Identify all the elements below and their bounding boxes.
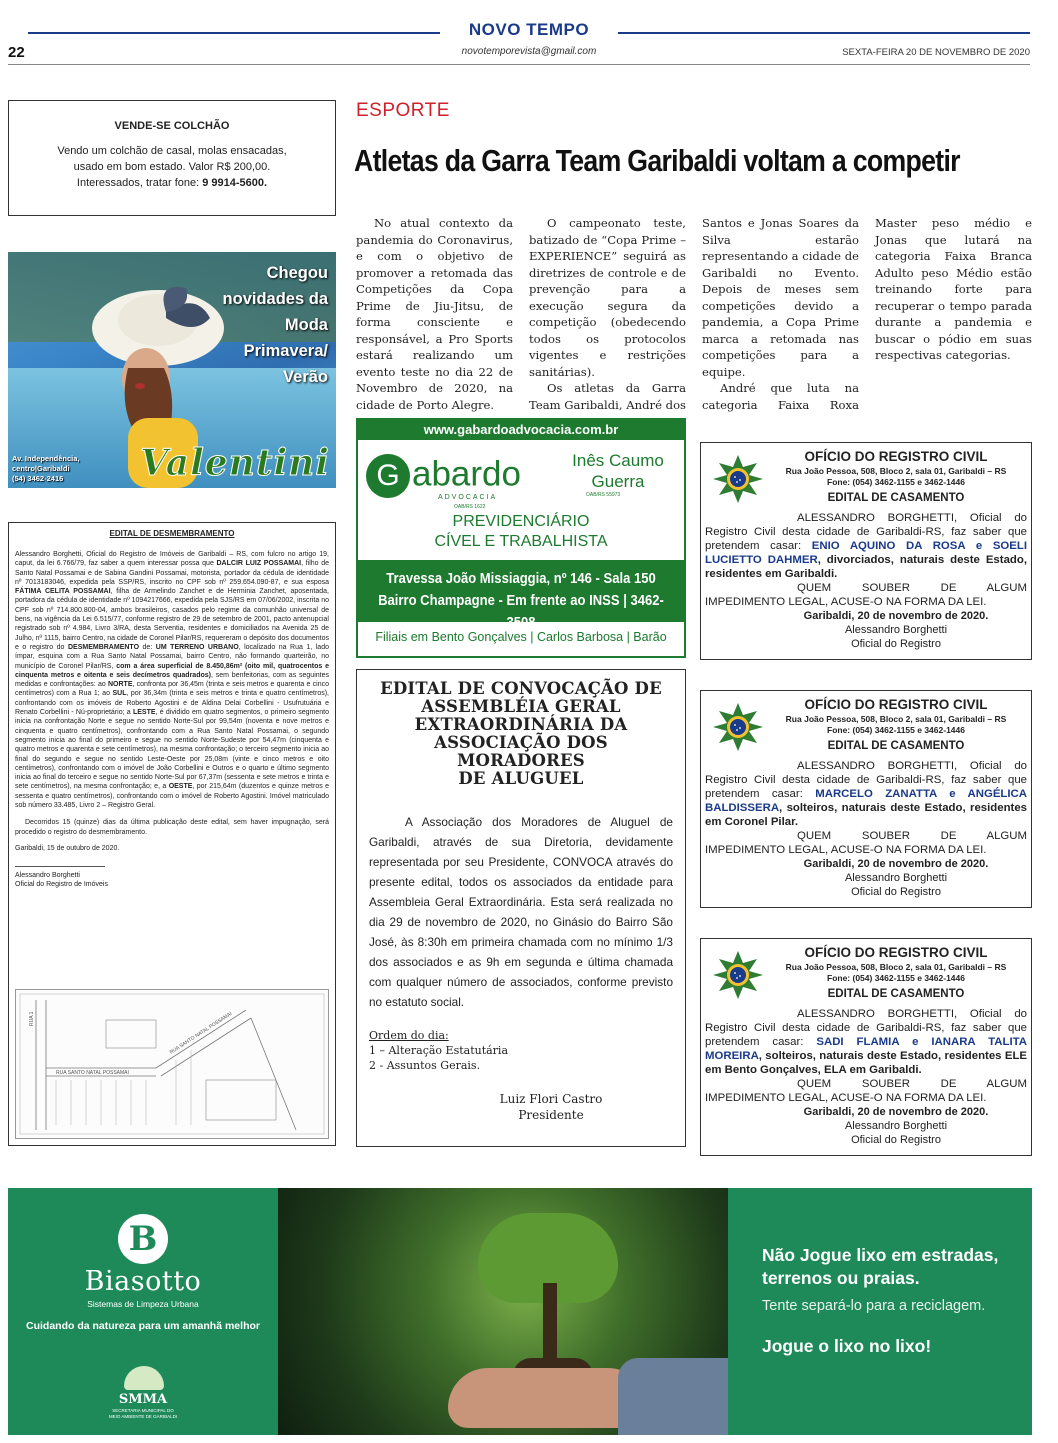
banner-message-line: terrenos ou praias. [762,1268,920,1288]
direction-bold: LESTE [132,709,156,717]
ad-headline-line: Primavera/ [243,342,328,360]
biasotto-brand-panel [8,1188,278,1435]
gabardo-logo [366,454,521,498]
registro-civil-notice [700,442,1032,660]
registro-address [765,466,1027,488]
registro-address-line: Rua João Pessoa, 508, Bloco 2, sala 01, Garibaldi – RS [785,466,1007,476]
lot-map [15,989,329,1139]
signature-line [15,866,105,867]
registro-date: Garibaldi, 20 de novembro de 2020. [803,1106,989,1118]
registro-date: Garibaldi, 20 de novembro de 2020. [803,610,989,622]
registro-title: OFÍCIO DO REGISTRO CIVIL [804,449,988,464]
registro-intro: ALESSANDRO BORGHETTI, Oficial do Registro Civil desta cidade de Garibaldi-RS, faz saber que pretendem casar: [705,512,1027,552]
registro-address [765,714,1027,736]
biasotto-name: Biasotto [84,1266,202,1297]
article-headline: Atletas da Garra Team Garibaldi voltam a competir [354,143,960,178]
president-signature [429,1091,673,1123]
term-bold: UM TERRENO URBANO [155,643,239,651]
newspaper-email[interactable]: novotemporevista@gmail.com [461,46,597,57]
agenda-title-text: Ordem do dia: [369,1029,449,1042]
couple-details: , solteiros, naturais deste Estado, residentes em Coronel Pilar. [705,802,1027,828]
map-street-label: RUA 1 [29,1011,35,1026]
address-line: Bairro Champagne - Em frente ao INSS | 3462-3508 [378,593,664,631]
president-name: Luiz Flori Castro [499,1092,603,1106]
article-paragraph: André que luta na categoria Faixa Roxa Master peso médio e Jonas que lutará na categoria Faixa Branca Adulto peso Médio estão treinando forte para recuperar o tempo parada durante a pandemia e buscar o pódio em suas respectivas categorias. [702,216,1032,412]
text-run: de: [139,643,156,651]
registro-paragraph [705,1007,1027,1077]
smma-subtitle-line: MEIO AMBIENTE DE GARIBALDI [108,1413,178,1419]
page-number: 22 [8,44,25,61]
direction-bold: NORTE [107,681,133,689]
text-run: Alessandro Borghetti, Oficial do Registro de Imóveis de Garibaldi – RS, com fulcro no artigo 19, caput, da lei 6.766/79, faz saber a quem interessar possa que [15,551,329,568]
text-run: , localizado na Rua 1, lado ímpar, esquina com a Rua Santo Natal Possamai, bairro Centro, não formando quarteirão, no município de Coronel Pilar/RS, [15,643,329,670]
gabardo-logo-text: abardo [412,454,521,494]
registro-signer: Alessandro Borghetti [844,624,948,636]
text-run: , é dividido em quatro segmentos, o primeiro segmento inicia na confrontação Norte e segue no sentido Norte-Sul por 99,54m (noventa e nove metros e cinquenta e quatro centímetros), confrontando com a Rua Santo Natal Possamai, o segundo segmento inicia ao final do primeiro e segue no sentido Norte-Sudeste por 54,47m (cinquenta e quatro metros e quarenta e sete centímetros), na mesma confrontação; o terceiro segmento inicia ao final do segundo e segue no sentido Leste-Oeste por 25,08m (vinte e cinco metros e oito centímetros), confrontando com o imóvel de João Corbellini e Outros e o quarto e último segmento inicia ao final do terceiro e segue no sentido Norte-Sul por 67,37m (sessenta e sete metros e trinta e sete centímetros), na mesma confrontação; e, a [15,709,329,791]
text-run: , filha de Armelindo Zanchet e de Herminia Zanchet, aposentada, portadora da cédula de identidade nº 1094217666, expedida pela SJS/RS em 07/06/2002, inscrita no CPF sob nº 714.800.800-04, ambos brasileiros, casados pelo regime da comunhão universal de bens, na vigência da Lei 6.515/77, conforme registro de 29 de setembro de 2001, pacto antenupcial registrado sob nº 4.984, Livro 3/RA, desta Serventia, residentes e domiciliados na Avenida 25 de Julho, nº 1115, bairro Centro, na cidade de Coronel Pilar/RS, requereram o depósito dos documentos e o registro do [15,588,329,651]
classified-title: VENDE-SE COLCHÃO [114,120,230,132]
brazil-coat-of-arms-icon [711,453,765,505]
registro-signer-role: Oficial do Registro [851,1134,941,1146]
direction-bold: OESTE [168,783,193,791]
registro-impediment-text: QUEM SOUBER DE ALGUM IMPEDIMENTO LEGAL, ACUSE-O NA FORMA DA LEI. [705,582,1027,608]
desmembramento-title: EDITAL DE DESMEMBRAMENTO [109,529,235,538]
registro-intro: ALESSANDRO BORGHETTI, Oficial do Registro Civil desta cidade de Garibaldi-RS, faz saber que pretendem casar: [705,1008,1027,1048]
text-run: , por 215,64m (duzentos e quinze metros e sessenta e quatro centímetros), confrontando com o imóvel de Roberto Agostini. Imóvel matriculado sob número 33.485, Livro 2 – Registro Geral. [15,783,329,810]
registro-address [765,962,1027,984]
name-bold: DALCIR LUIZ POSSAMAI [216,560,302,568]
map-street-label: RUA SANTO NATAL POSSAMAI [56,1070,129,1076]
desmembramento-body [15,550,329,810]
ad-address [12,454,80,484]
couple-names: MARCELO ZANATTA e ANGÉLICA BALDISSERA [705,788,1027,814]
sleeve-shape [618,1358,728,1435]
smma-subtitle-line: SECRETARIA MUNICIPAL DO [112,1408,174,1413]
classified-text [9,143,335,191]
practice-areas [358,512,684,552]
biasotto-subtitle: Sistemas de Limpeza Urbana [87,1299,199,1309]
president-role: Presidente [518,1108,584,1122]
registro-signer: Alessandro Borghetti [844,1120,948,1132]
gabardo-oab: OAB/RS 1622 [454,504,486,510]
banner-message-line: Não Jogue lixo em estradas, [762,1245,999,1265]
gabardo-address [358,560,684,631]
smma-subtitle [8,1408,278,1419]
registro-date: Garibaldi, 20 de novembro de 2020. [803,858,989,870]
edital-convocacao [356,669,686,1147]
article-paragraph: Os atletas da Garra Team Garibaldi, André dos Santos e Jonas Soares da Silva estarão representando a cidade de Garibaldi no Evento. Depois de meses sem competições devido a pandemia, a Copa Prime marca a retomada nas competições para a equipe. [529,216,860,412]
registro-impediment-text: QUEM SOUBER DE ALGUM IMPEDIMENTO LEGAL, ACUSE-O NA FORMA DA LEI. [705,1078,1027,1104]
article-paragraph: O campeonato teste, batizado de “Copa Prime – EXPERIENCE” seguirá as diretrizes de controle e de prevenção para a execução segura da competição (obedecendo todos os protocolos vigentes e restrições sanitárias). [529,216,686,379]
registro-paragraph [705,511,1027,581]
classified-line: usado em bom estado. Valor R$ 200,00. [73,161,271,173]
issue-date: SEXTA-FEIRA 20 DE NOVEMBRO DE 2020 [842,47,1030,58]
registro-phone: Fone: (054) 3462-1155 e 3462-1446 [827,725,965,735]
edital-casamento-title: EDITAL DE CASAMENTO [827,740,965,752]
registro-signer-role: Oficial do Registro [851,886,941,898]
area-bold: com a área superficial de 8.450,86m² (oito mil, quatrocentos e cinquenta metros e oitenta e seis decímetros quadrados) [15,662,329,679]
registro-intro: ALESSANDRO BORGHETTI, Oficial do Registro Civil desta cidade de Garibaldi-RS, faz saber que pretendem casar: [705,760,1027,800]
header-divider [8,64,1030,65]
title-line: ASSOCIAÇÃO DOS MORADORES [434,733,608,770]
article-paragraph: No atual contexto da pandemia do Coronavirus, e com o objetivo de promover a retomada das Competições da Copa Prime de Jiu-Jitsu, de forma consciente e responsável, a Pro Sports estará realizando um evento teste no dia 22 de Novembro de 2020, na cidade de Porto Alegre. [356,216,513,412]
registro-impediment-text: QUEM SOUBER DE ALGUM IMPEDIMENTO LEGAL, ACUSE-O NA FORMA DA LEI. [705,830,1027,856]
lawyer-name-line: Inês Caumo [572,451,664,470]
agenda-item: 2 - Assuntos Gerais. [369,1059,481,1072]
registro-footer [765,609,1027,651]
ad-headline-line: Moda [284,316,328,334]
signer-name: Alessandro Borghetti [15,871,80,879]
gabardo-website[interactable]: www.gabardoadvocacia.com.br [358,420,684,440]
registro-signer: Alessandro Borghetti [844,872,948,884]
registro-body [705,759,1027,899]
map-street-label: RUA SANTO NATAL POSSAMAI [168,1010,234,1056]
gabardo-law-ad [356,418,686,658]
desmembramento-place-date: Garibaldi, 15 de outubro de 2020. [15,844,120,852]
registro-title: OFÍCIO DO REGISTRO CIVIL [804,697,988,712]
text-run: , filho de Santo Natal Possamai e de Sabina Gandini Possamai, motorista, portador da cédula de identidade nº 7013183046, expedida pela SSP/RS, inscrito no CPF sob nº 259.654.090-87, e sua esposa [15,560,329,586]
couple-details: , divorciados, naturais deste Estado, residentes em Garibaldi. [705,554,1027,580]
masthead [0,0,1058,70]
registro-title: OFÍCIO DO REGISTRO CIVIL [804,945,988,960]
ad-headline-line: Chegou [266,264,328,282]
classified-phone: 9 9914-5600. [202,177,268,189]
practice-area: CÍVEL E TRABALHISTA [434,533,608,550]
valentini-logo: Valentini [140,442,330,484]
couple-names: SADI FLAMIA e IANARA TALITA MOREIRA [705,1036,1027,1062]
ad-address-line: centro|Garibaldi [12,464,70,473]
title-line: DE ALUGUEL [458,769,584,788]
registro-civil-notice [700,938,1032,1156]
gabardo-logo-icon: G [366,454,410,498]
lawyer-oab: OAB/RS 55973 [586,492,621,498]
newspaper-title: NOVO TEMPO [468,20,590,39]
ad-headline-line: Verão [283,368,328,386]
banner-message-panel [728,1188,1032,1435]
section-label: ESPORTE [356,100,450,121]
gabardo-branches: Filiais em Bento Gonçalves | Carlos Barbosa | Barão [375,630,667,644]
registro-phone: Fone: (054) 3462-1155 e 3462-1446 [827,973,965,983]
banner-message [762,1244,998,1290]
name-bold: FÁTIMA CELITA POSSAMAI [15,588,111,596]
couple-names: ENIO AQUINO DA ROSA e SOELI LUCIETTO DAHMER [705,540,1027,566]
address-line: Travessa João Missiaggia, nº 146 - Sala 150 [386,571,656,587]
registro-paragraph [705,759,1027,829]
edital-casamento-title: EDITAL DE CASAMENTO [827,988,965,1000]
registro-body [705,1007,1027,1147]
practice-area: PREVIDENCIÁRIO [452,513,590,530]
registro-body [705,511,1027,651]
classified-line-text: Interessados, tratar fone: [76,177,203,189]
ad-headline-line: novidades da [222,290,328,308]
title-line: EDITAL DE CONVOCAÇÃO DE [380,679,662,698]
desmembramento-signature [15,871,329,890]
lawyer-name-line: Guerra [591,472,645,491]
text-run: , confronta por 36,45m (trinta e seis metros e quarenta e cinco centímetros) com a Rua 1; ao [15,681,329,698]
text-run: , por 36,34m (trinta e seis metros e trinta e quatro centímetros), confrontando com os imóveis de Roberto Agostini e de Aldina Delai Corbellini - Usufrutuária e Renato Corbellini - Nú-proprietário; a [15,690,329,717]
ad-headline [223,260,328,390]
biasotto-logo-icon: B [118,1214,168,1264]
couple-details: , solteiros, naturais deste Estado, residentes ELE em Bento Gonçalves, ELA em Garibaldi. [705,1050,1027,1076]
registro-footer [765,857,1027,899]
brazil-coat-of-arms-icon [711,949,765,1001]
agenda-item: 1 – Alteração Estatutária [369,1044,509,1057]
convocacao-body: A Associação dos Moradores de Aluguel de Garibaldi, através de sua Diretoria, devidamente representada por seu Presidente, CONVOCA através do presente edital, todos os associados da entidade para Assembleia Geral Extraordinária. Esta será realizada no dia 29 de novembro de 2020, no Ginásio do Bairro São José, às 8:30h em primeira chamada com no mínimo 1/3 dos associados e as 9h em segunda e última chamada com qualquer número de associados, conforme previsto no estatuto social. [369,815,673,1009]
article-body [356,215,1032,420]
registro-signer-role: Oficial do Registro [851,638,941,650]
signer-role: Oficial do Registro de Imóveis [15,881,108,889]
registro-footer [765,1105,1027,1147]
term-bold: DESMEMBRAMENTO [67,643,140,651]
classified-line: Vendo um colchão de casal, molas ensacadas, [57,145,287,157]
biasotto-banner-ad [8,1188,1032,1435]
registro-civil-notice [700,690,1032,908]
biasotto-motto: Cuidando da natureza para um amanhã melhor [26,1320,260,1332]
registro-address-line: Rua João Pessoa, 508, Bloco 2, sala 01, Garibaldi – RS [785,962,1007,972]
edital-desmembramento [8,522,336,1146]
convocacao-title [369,680,673,788]
smma-name: SMMA [118,1392,168,1407]
edital-casamento-title: EDITAL DE CASAMENTO [827,492,965,504]
classified-line [29,175,315,191]
text-run: , sem benfeitorias, com as seguintes medidas e confrontações: ao [15,671,329,689]
banner-recycle-text: Tente separá-lo para a reciclagem. [762,1298,986,1314]
gabardo-logo-subtitle: ADVOCACIA [438,494,498,501]
registro-address-line: Rua João Pessoa, 508, Bloco 2, sala 01, Garibaldi – RS [785,714,1007,724]
valentini-ad [8,252,336,488]
title-line: ASSEMBLÉIA GERAL [421,697,621,716]
smma-logo-icon [124,1366,164,1390]
lot-map-drawing [16,990,328,1138]
hands-holding-tree-image [278,1188,728,1435]
agenda [369,1028,673,1073]
registro-phone: Fone: (054) 3462-1155 e 3462-1446 [827,477,965,487]
ad-address-line: Av. Independência, [12,454,80,463]
agenda-title [369,1028,673,1043]
lawyer-name [558,450,678,492]
ad-phone: (54) 3462-2416 [12,474,64,483]
direction-bold: SUL [112,690,127,698]
desmembramento-paragraph: Decorridos 15 (quinze) dias da última publicação deste edital, sem haver impugnação, será procedido o registro do desmembramento. [15,819,329,836]
classified-ad [8,100,336,216]
brazil-coat-of-arms-icon [711,701,765,753]
title-line: EXTRAORDINÁRIA DA [414,715,628,734]
banner-slogan: Jogue o lixo no lixo! [762,1336,932,1356]
